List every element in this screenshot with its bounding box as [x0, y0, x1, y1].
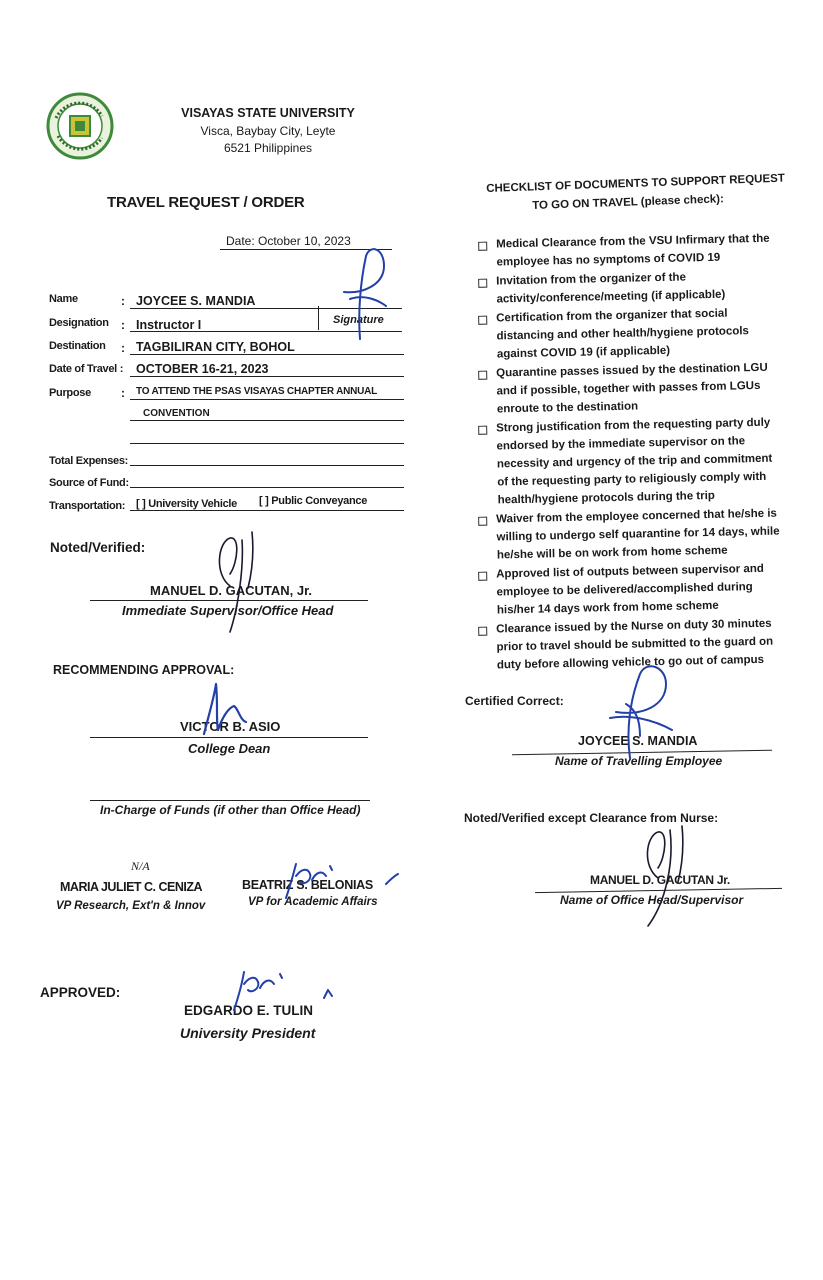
checklist-item-text: activity/conference/meeting (if applicable): [496, 288, 726, 306]
signature-label: Signature: [333, 314, 384, 326]
checkbox[interactable]: [478, 242, 487, 251]
destination-value: TAGBILIRAN CITY, BOHOL: [136, 340, 295, 354]
employee-signature-top: [330, 244, 400, 344]
purpose-label: Purpose: [49, 387, 91, 399]
office-head-title: Name of Office Head/Supervisor: [560, 893, 744, 907]
destination-colon: :: [121, 341, 125, 355]
employee-name: JOYCEE S. MANDIA: [578, 734, 698, 748]
checkbox[interactable]: [478, 627, 487, 636]
name-value: JOYCEE S. MANDIA: [136, 294, 256, 308]
public-conveyance-option: [ ] Public Conveyance: [259, 495, 368, 507]
checklist-item-text: his/her 14 days work from home scheme: [496, 599, 719, 617]
checklist-item-text: willing to undergo self quarantine for 14 days, while: [496, 525, 780, 544]
checklist-item-text: of the requesting party to religiously comply with: [497, 470, 767, 489]
supervisor-signature: [208, 528, 268, 638]
checklist-title-line1: CHECKLIST OF DOCUMENTS TO SUPPORT REQUEST: [486, 172, 786, 195]
approved-label: APPROVED:: [40, 985, 121, 1000]
checklist-item-text: against COVID 19 (if applicable): [496, 344, 671, 361]
vp-academic-name: BEATRIZ S. BELONIAS: [242, 878, 373, 892]
checklist-item-text: duty before allowing vehicle to go out of campus: [496, 653, 765, 672]
supervisor-title: Immediate Supervisor/Office Head: [122, 603, 334, 618]
university-name: VISAYAS STATE UNIVERSITY: [181, 106, 355, 120]
total-expenses-label: Total Expenses:: [49, 455, 129, 467]
date-of-travel-value: OCTOBER 16-21, 2023: [136, 362, 269, 376]
checklist-item-text: necessity and urgency of the trip and commitment: [496, 452, 773, 471]
dean-name: VICTOR B. ASIO: [180, 719, 281, 734]
checklist-item-text: Quarantine passes issued by the destination LGU: [496, 361, 768, 380]
checklist-item-text: enroute to the destination: [496, 400, 639, 416]
checklist-item-text: distancing and other health/hygiene protocols: [496, 325, 750, 343]
name-colon: :: [121, 294, 125, 308]
checklist-title-line2: TO GO ON TRAVEL (please check):: [532, 193, 725, 212]
checkbox[interactable]: [478, 517, 487, 526]
checkbox[interactable]: [478, 371, 487, 380]
date-of-travel-label: Date of Travel :: [49, 363, 124, 375]
form-title: TRAVEL REQUEST / ORDER: [107, 194, 305, 211]
university-seal-logo: [46, 92, 114, 160]
checkbox[interactable]: [478, 316, 487, 325]
purpose-line1: TO ATTEND THE PSAS VISAYAS CHAPTER ANNUAL: [136, 386, 378, 397]
na-note: N/A: [131, 859, 150, 873]
checklist-item-text: Approved list of outputs between supervisor and: [496, 562, 764, 581]
designation-colon: :: [121, 318, 125, 332]
source-of-fund-label: Source of Fund:: [49, 477, 129, 489]
checklist-item-text: health/hygiene protocols during the trip: [497, 489, 716, 507]
name-label: Name: [49, 293, 78, 305]
checklist-item-text: Clearance issued by the Nurse on duty 30 minutes: [496, 617, 772, 636]
office-head-signature: [636, 822, 696, 932]
noted-verified-label: Noted/Verified:: [50, 540, 146, 555]
checklist: [470, 232, 810, 676]
purpose-colon: :: [121, 386, 125, 400]
designation-label: Designation: [49, 317, 109, 329]
vp-research-title: VP Research, Ext'n & Innov: [56, 900, 206, 912]
dean-title: College Dean: [188, 741, 271, 756]
transportation-label: Transportation:: [49, 500, 126, 512]
destination-label: Destination: [49, 340, 106, 352]
noted-except-nurse-label: Noted/Verified except Clearance from Nurse:: [464, 811, 719, 825]
president-title: University President: [180, 1025, 316, 1041]
university-vehicle-option: [ ] University Vehicle: [136, 498, 237, 510]
checklist-item-text: he/she will be on work from home scheme: [496, 544, 728, 562]
checklist-item-text: prior to travel should be submitted to the guard on: [496, 635, 774, 654]
president-signature: [228, 968, 338, 1014]
checklist-item-text: and if possible, together with passes from LGUs: [496, 379, 761, 398]
funds-in-charge-title: In-Charge of Funds (if other than Office Head): [100, 803, 361, 817]
employee-title: Name of Travelling Employee: [555, 754, 723, 768]
university-address-line1: Visca, Baybay City, Leyte: [200, 124, 336, 138]
vp-research-name: MARIA JULIET C. CENIZA: [60, 880, 203, 894]
checkbox[interactable]: [478, 426, 487, 435]
supervisor-name: MANUEL D. GACUTAN, Jr.: [150, 583, 313, 598]
president-name: EDGARDO E. TULIN: [184, 1003, 314, 1018]
checklist-item-text: Certification from the organizer that social: [496, 307, 728, 325]
recommending-approval-label: RECOMMENDING APPROVAL:: [53, 663, 235, 677]
request-date: Date: October 10, 2023: [226, 234, 351, 248]
designation-value: Instructor I: [136, 318, 202, 332]
employee-signature-certified: [596, 660, 686, 760]
university-address-line2: 6521 Philippines: [223, 141, 313, 155]
vp-academic-title: VP for Academic Affairs: [248, 896, 378, 908]
checklist-item-text: Invitation from the organizer of the: [496, 271, 687, 288]
checklist-item-text: employee has no symptoms of COVID 19: [496, 251, 721, 269]
checklist-item-text: endorsed by the immediate supervisor on the: [496, 435, 746, 453]
checklist-item-text: Strong justification from the requesting party duly: [496, 416, 771, 435]
certified-correct-label: Certified Correct:: [465, 694, 564, 708]
office-head-name: MANUEL D. GACUTAN Jr.: [590, 873, 730, 887]
purpose-line2: CONVENTION: [143, 408, 210, 419]
dean-signature: [200, 678, 250, 738]
vp-academic-signature: [282, 862, 402, 902]
checklist-item-text: Waiver from the employee concerned that he/she is: [496, 507, 778, 526]
checklist-item-text: employee to be delivered/accomplished during: [496, 581, 753, 599]
checklist-item: [470, 229, 810, 269]
checkbox[interactable]: [478, 572, 487, 581]
checklist-item-text: Medical Clearance from the VSU Infirmary that the: [496, 232, 770, 251]
checkbox[interactable]: [478, 279, 487, 288]
